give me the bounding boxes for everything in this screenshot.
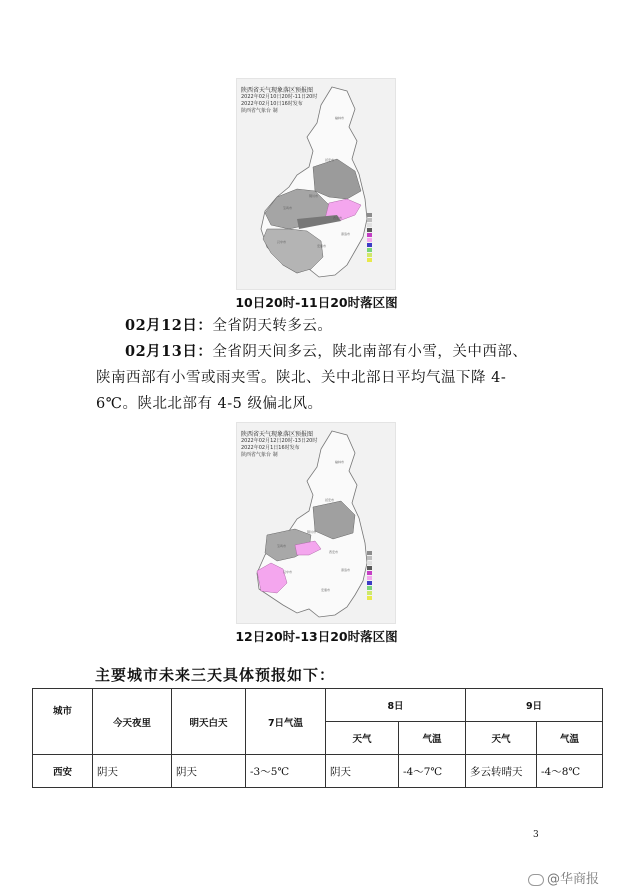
svg-text:宝鸡市: 宝鸡市 (277, 544, 287, 548)
svg-text:西安市: 西安市 (329, 550, 339, 554)
header-tomorrow: 明天白天 (172, 689, 246, 755)
forecast-feb12 (125, 313, 332, 339)
cell-city: 西安 (33, 755, 93, 788)
map-producer: 陕西省气象台 制 (241, 452, 278, 458)
header-temp-7: 7日气温 (246, 689, 326, 755)
watermark (528, 868, 599, 887)
cell-temp-7: -3～5℃ (246, 755, 326, 788)
header-temp-9: 气温 (537, 722, 603, 755)
table-row (33, 755, 603, 788)
header-weather-8: 天气 (326, 722, 399, 755)
map-producer: 陕西省气象台 制 (241, 108, 278, 114)
date-label: 02月13日： (125, 343, 213, 360)
cell-tomorrow: 阴天 (172, 755, 246, 788)
svg-text:安康市: 安康市 (321, 588, 331, 592)
svg-text:宝鸡市: 宝鸡市 (283, 206, 293, 210)
svg-text:商洛市: 商洛市 (341, 568, 351, 572)
svg-text:榆林市: 榆林市 (335, 460, 345, 464)
map-issued: 2022年02月1日16时发布 (241, 445, 300, 451)
forecast-text-1: 全省阴天间多云，陕北南部有小雪，关中西部、 (212, 344, 528, 360)
weibo-logo-icon (528, 874, 544, 886)
svg-text:铜川市: 铜川市 (307, 530, 317, 534)
svg-text:汉中市: 汉中市 (277, 240, 287, 244)
watermark-text: @华商报 (547, 872, 600, 887)
svg-text:汉中市: 汉中市 (283, 570, 293, 574)
cell-weather-8: 阴天 (326, 755, 399, 788)
svg-text:榆林市: 榆林市 (335, 116, 345, 120)
map-caption-2: 12日20时-13日20时落区图 (235, 629, 398, 644)
forecast-text: 全省阴天转多云。 (212, 318, 333, 334)
cell-tonight: 阴天 (93, 755, 172, 788)
header-city: 城市 (33, 689, 93, 755)
map-legend (367, 551, 372, 601)
svg-text:西安市: 西安市 (333, 216, 343, 220)
map-title: 陕西省天气现象落区预报图 (241, 87, 314, 94)
forecast-feb13 (96, 339, 566, 417)
svg-text:安康市: 安康市 (317, 244, 327, 248)
map-legend (367, 213, 372, 263)
cell-temp-9: -4～8℃ (537, 755, 603, 788)
map-caption-1: 10日20时-11日20时落区图 (235, 295, 398, 310)
map-period: 2022年02月10日20时-11日20时 (241, 94, 318, 100)
header-day-9: 9日 (466, 689, 603, 722)
table-intro: 主要城市未来三天具体预报如下： (95, 666, 336, 684)
date-label: 02月12日： (125, 317, 213, 334)
map-title: 陕西省天气现象落区预报图 (241, 431, 314, 438)
svg-text:铜川市: 铜川市 (309, 194, 319, 198)
svg-text:商洛市: 商洛市 (341, 232, 351, 236)
header-weather-9: 天气 (466, 722, 537, 755)
map-issued: 2022年02月10日16时发布 (241, 101, 303, 107)
city-forecast-table (32, 688, 603, 788)
cell-temp-8: -4～7℃ (399, 755, 466, 788)
forecast-map-1 (236, 78, 396, 290)
forecast-text-3: 6℃。陕北北部有 4-5 级偏北风。 (96, 396, 323, 412)
forecast-text-2: 陕南西部有小雪或雨夹雪。陕北、关中北部日平均气温下降 4- (96, 370, 507, 386)
header-temp-8: 气温 (399, 722, 466, 755)
svg-text:延安市: 延安市 (325, 158, 335, 162)
header-day-8: 8日 (326, 689, 466, 722)
forecast-map-2 (236, 422, 396, 624)
header-tonight: 今天夜里 (93, 689, 172, 755)
cell-weather-9: 多云转晴天 (466, 755, 537, 788)
page-number: 3 (533, 830, 539, 840)
map-period: 2022年02月12日20时-13日20时 (241, 438, 318, 444)
svg-text:延安市: 延安市 (325, 498, 335, 502)
